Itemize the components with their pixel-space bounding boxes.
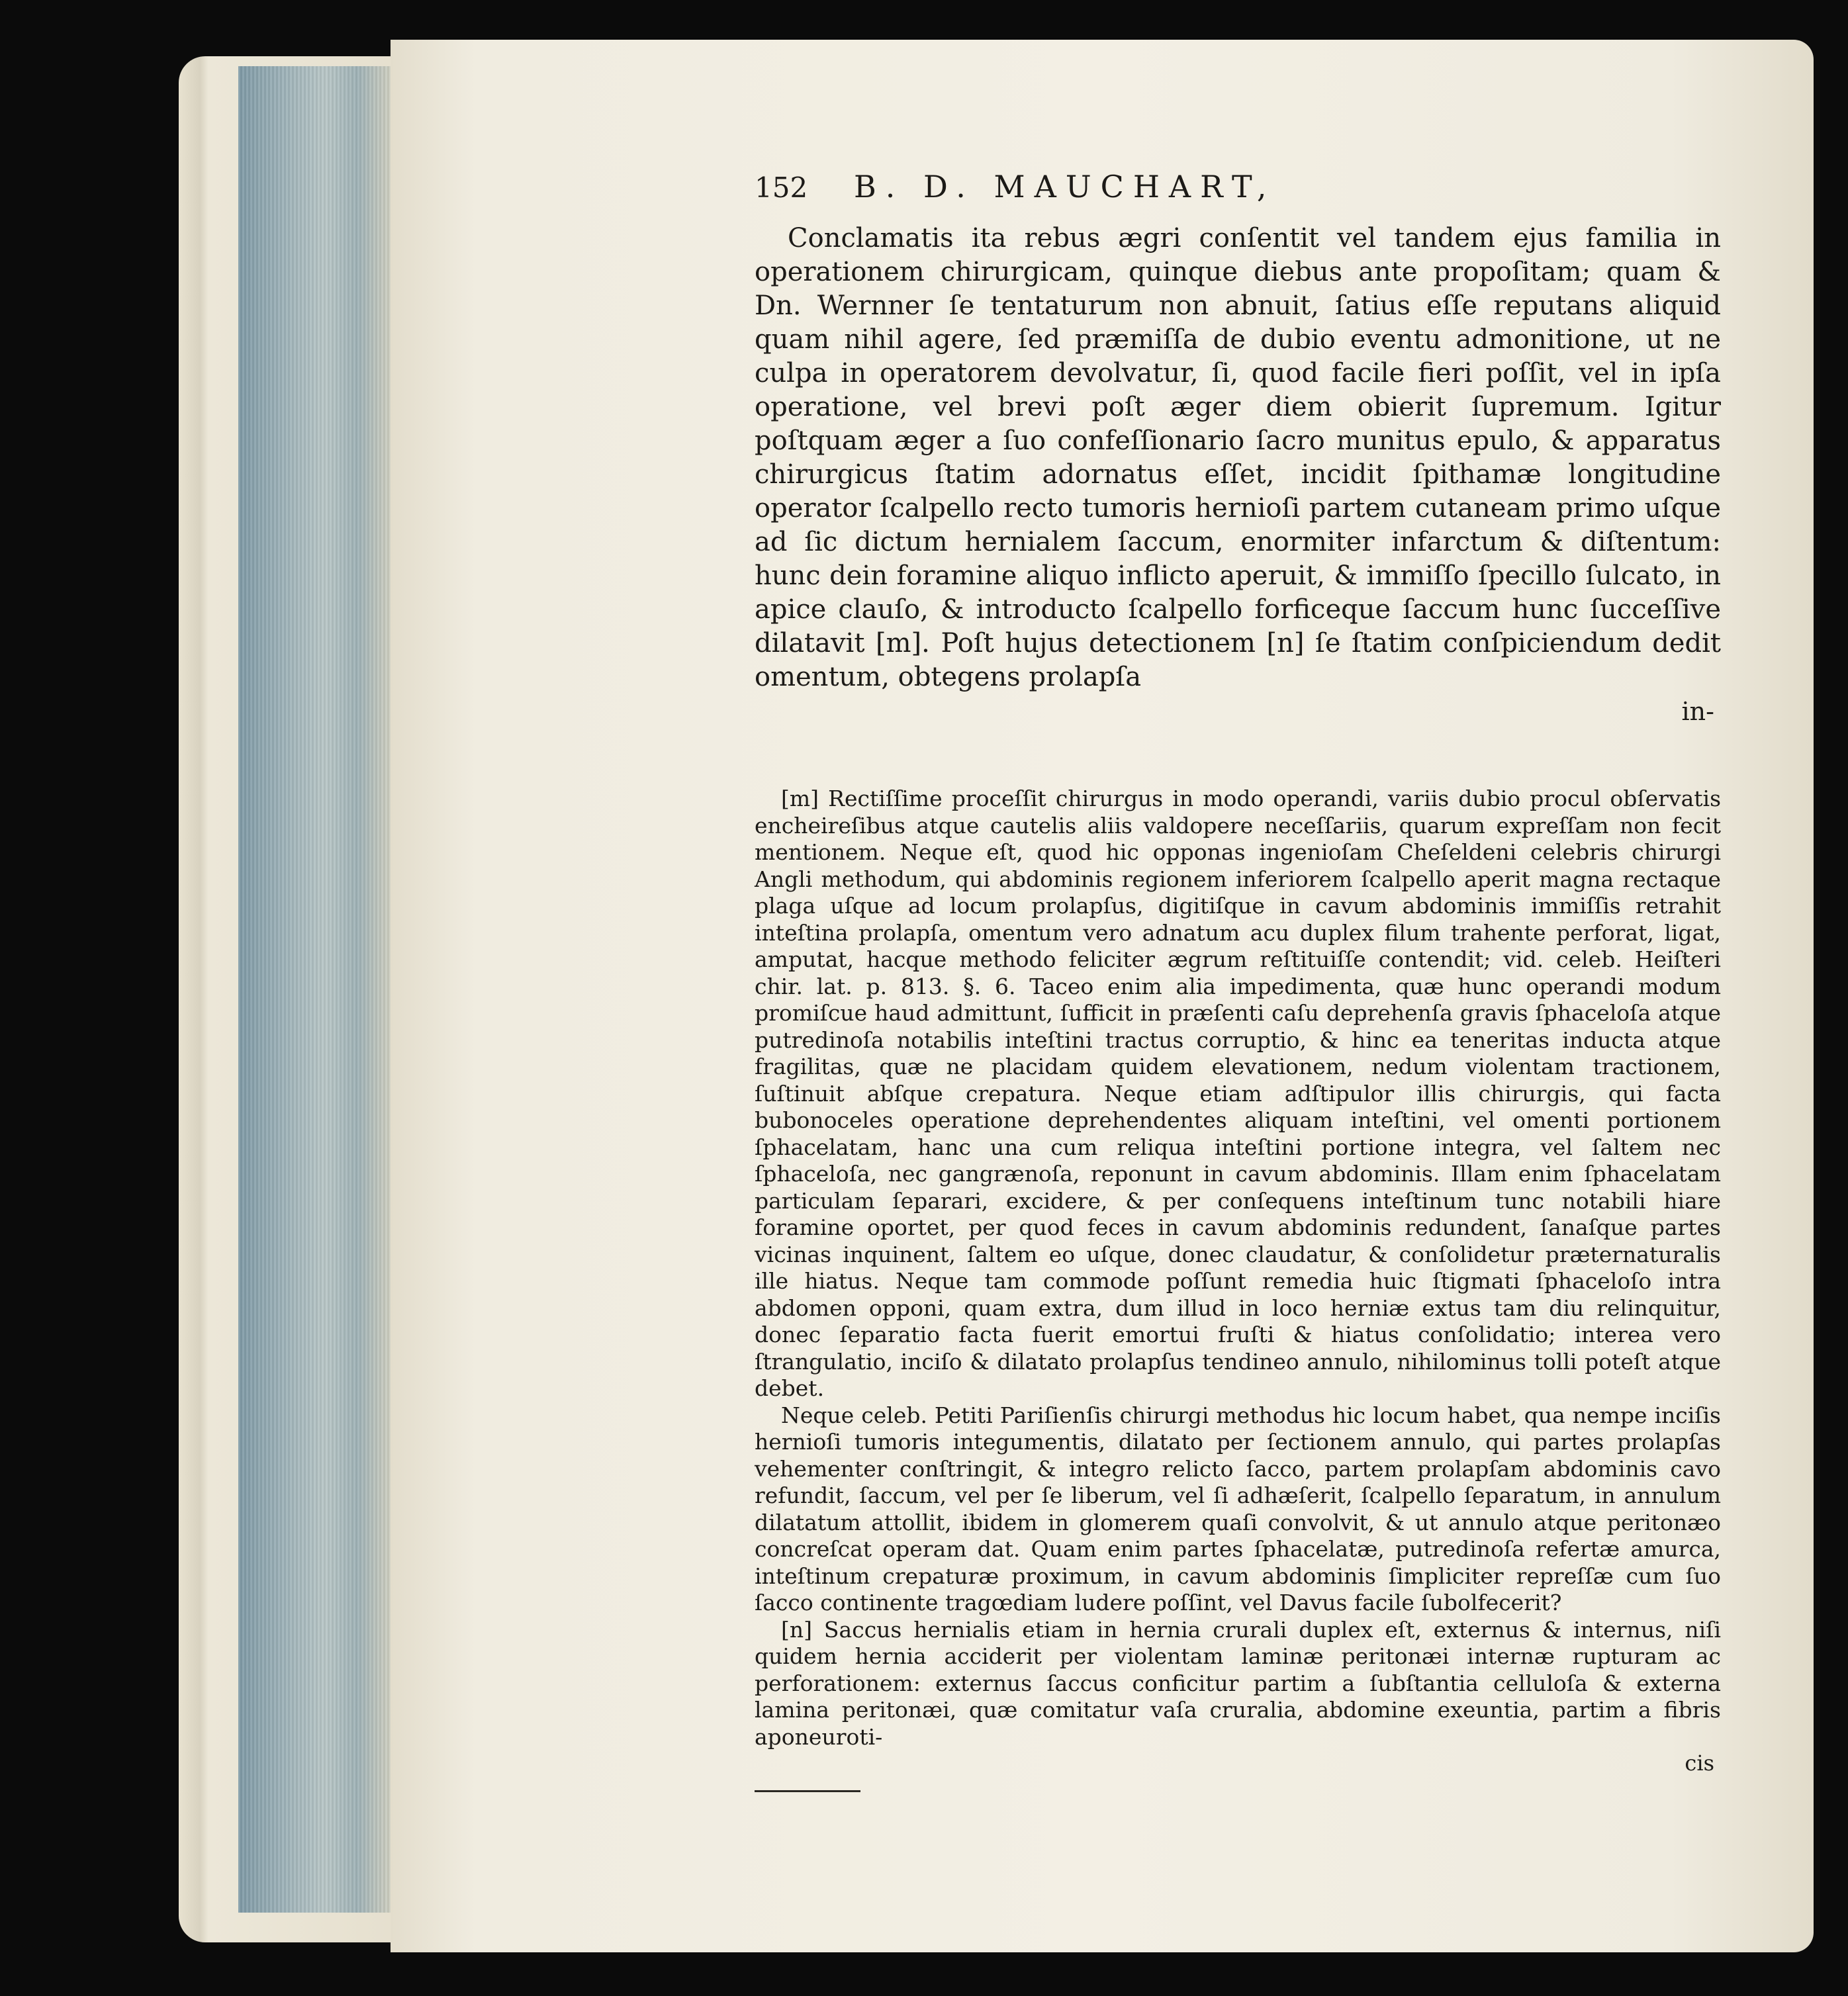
footnote-n: [n] Saccus hernialis etiam in hernia crurali duplex eſt, externus & internus, niſi quidem hernia acciderit per violentam laminæ peritonæi internæ rupturam ac perforationem: externus ſaccus conficitur partim a ſubſtantia celluloſa & externa lamina peritonæi, quæ comitatur vaſa cruralia, abdomine exeuntia, partim a fibris aponeuroti- bbox=[755, 1616, 1721, 1750]
main-paragraph: Conclamatis ita rebus ægri conſentit vel tandem ejus familia in operationem chirurgicam, quinque diebus ante propoſitam; quam & Dn. Wernner ſe tentaturum non abnuit, ſatius eſſe reputans aliquid quam nihil agere, ſed præmiſſa de dubio eventu admonitione, ut ne culpa in operatorem devolvatur, ſi, quod facile fieri poſſit, vel in ipſa operatione, vel brevi poſt æger diem obierit ſupremum. Igitur poſtquam æger a ſuo confeſſionario ſacro munitus epulo, & apparatus chirurgicus ſtatim adornatus eſſet, incidit ſpithamæ longitudine operator ſcalpello recto tumoris hernioſi partem cutaneam primo uſque ad ſic dictum hernialem ſaccum, enormiter infarctum & diſtentum: hunc dein foramine aliquo inflicto aperuit, & immiſſo ſpecillo ſulcato, in apice clauſo, & introducto ſcalpello forficeque ſaccum hunc ſucceſſive dilatavit [m]. Poſt hujus detectionem [n] ſe ſtatim conſpiciendum dedit omentum, obtegens prolapſa bbox=[755, 223, 1721, 692]
catchword: in- bbox=[1681, 697, 1714, 726]
footnote-m-continued: Neque celeb. Petiti Pariſienſis chirurgi methodus hic locum habet, qua nempe inciſis hernioſi tumoris integumentis, dilatato per ſectionem annulo, qui partes prolapſas vehementer conſtringit, & integro relicto ſacco, partem prolapſam abdominis cavo refundit, ſaccum, vel per ſe liberum, vel ſi adhæſerit, ſcalpello ſeparatum, in annulum dilatatum attollit, ibidem in glomerem quaſi convolvit, & ut annulo atque peritonæo concreſcat operam dat. Quam enim partes ſphacelatæ, putredinoſa refertæ amurca, inteſtinum crepaturæ proximum, in cavum abdominis ſimpliciter repreſſæ cum ſuo ſacco continente tragœdiam ludere poſſint, vel Davus facile ſubolfecerit? bbox=[755, 1402, 1721, 1615]
page-number: 152 bbox=[755, 171, 808, 204]
page-header bbox=[755, 169, 1721, 222]
page-text-column bbox=[755, 169, 1721, 1792]
footnote-rule bbox=[755, 1790, 860, 1792]
footnote-catchword: cis bbox=[1685, 1750, 1714, 1776]
page-edges bbox=[238, 66, 397, 1913]
footnote-m: [m] Rectiſſime proceſſit chirurgus in modo operandi, variis dubio procul obſervatis encheireſibus atque cautelis aliis valdopere neceſſariis, quarum expreſſam non fecit mentionem. Neque eſt, quod hic opponas ingenioſam Cheſeldeni celebris chirurgi Angli methodum, qui abdominis regionem inferiorem ſcalpello aperit magna rectaque plaga uſque ad locum prolapſus, digitiſque in cavum abdominis immiſſis retrahit inteſtina prolapſa, omentum vero adnatum acu duplex filum trahente perforat, ligat, amputat, hacque methodo feliciter ægrum reſtituiſſe contendit; vid. celeb. Heiſteri chir. lat. p. 813. §. 6. Taceo enim alia impedimenta, quæ hunc operandi modum promiſcue haud admittunt, ſufficit in præſenti caſu deprehenſa gravis ſphaceloſa atque putredinoſa notabilis inteſtini tractus corruptio, & hinc ea teneritas inducta atque fragilitas, quæ ne placidam quidem elevationem, nedum violentam tractionem, ſuſtinuit abſque crepatura. Neque etiam adſtipulor illis chirurgis, qui facta bubonoceles operatione deprehendentes aliquam inteſtini, vel omenti portionem ſphacelatam, hanc una cum reliqua inteſtini portione integra, vel ſaltem nec ſphaceloſa, nec gangrænoſa, reponunt in cavum abdominis. Illam enim ſphacelatam particulam ſeparari, excidere, & per conſequens inteſtinum tunc notabili hiare foramine oportet, per quod feces in cavum abdominis redundent, ſanaſque partes vicinas inquinent, ſaltem eo uſque, donec claudatur, & conſolidetur præternaturalis ille hiatus. Neque tam commode poſſunt remedia huic ſtigmati ſphaceloſo intra abdomen opponi, quam extra, dum illud in loco herniæ extus tam diu relinquitur, donec ſeparatio facta fuerit emortui fruſti & hiatus conſolidatio; interea vero ſtrangulatio, inciſo & dilatato prolapſus tendineo annulo, nihilominus tolli poteſt atque debet. bbox=[755, 786, 1721, 1401]
running-head: B. D. MAUCHART, bbox=[854, 169, 1276, 204]
